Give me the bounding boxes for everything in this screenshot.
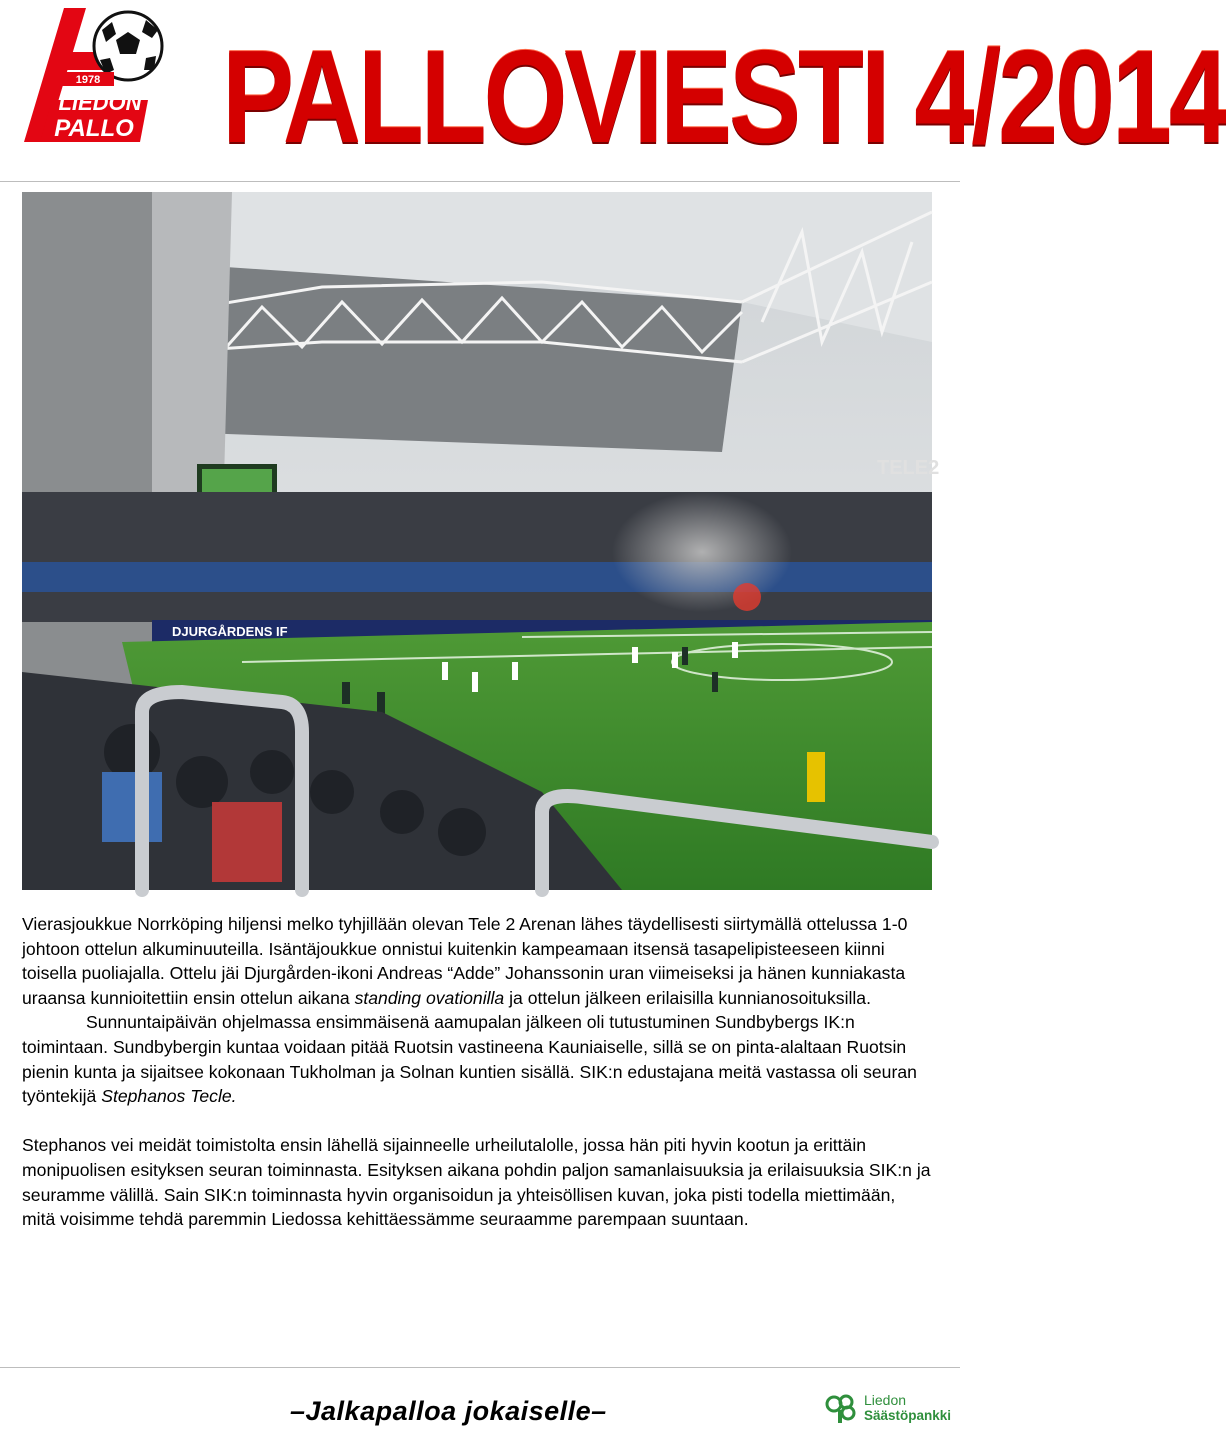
header-divider: [0, 181, 960, 182]
liedon-pallo-logo: [22, 8, 172, 148]
logo-name-line2: PALLO: [54, 115, 134, 142]
article-paragraph-1: Vierasjoukkue Norrköping hiljensi melko tyhjillään olevan Tele 2 Arenan lähes täydellisesti siirtymällä ottelussa 1-0 johtoon ottelun alkuminuuteilla. Isäntäjoukkue onnistui kuitenkin kampeamaan itsensä tasapelipisteeseen kiinni toisella puoliajalla. Ottelu jäi Djurgården-ikoni Andreas “Adde” Johanssonin uran viimeiseksi ja hänen kunniakasta uraansa kunnioitettiin ensin ottelun aikana standing ovationilla ja ottelun jälkeen erilaisilla kunnianosoituksilla.: [22, 914, 908, 1008]
sponsor-name-line2: Säästöpankki: [864, 1408, 952, 1423]
article-paragraph-2: Sunnuntaipäivän ohjelmassa ensimmäisenä aamupalan jälkeen oli tutustuminen Sundbybergs IK:n toimintaan. Sundbybergin kuntaa voidaan pitää Ruotsin vastineena Kauniaiselle, sillä se on pinta-alaltaan Ruotsin pienin kunta ja sijaitsee kokonaan Tukholman ja Solnan kuntien sisällä. SIK:n edustajana meitä vastassa oli seuran työntekijä Stephanos Tecle.: [22, 1012, 917, 1107]
photo-banner: DJURGÅRDENS IF: [172, 624, 288, 639]
footer-divider: [0, 1367, 960, 1368]
tree-icon: [824, 1394, 858, 1424]
article-paragraph-3: Stephanos vei meidät toimistolta ensin lähellä sijainneelle urheilutalolle, jossa hän piti hyvin kootun ja erittäin monipuolisen esityksen seuran toiminnasta. Esityksen aikana pohdin paljon samanlaisuuksia ja erilaisuuksia SIK:n ja seuramme välillä. Sain SIK:n toiminnasta hyvin organisoidun ja yhteisöllisen kuvan, joka pisti todella miettimään, mitä voisimme tehdä paremmin Liedossa kehittäessämme seuraamme parempaan suuntaan.: [22, 1135, 931, 1230]
paragraph-gap: [22, 1109, 932, 1134]
photo-stadium-sign: TELE2: [877, 457, 940, 479]
logo-name-line1: LIEDON: [58, 90, 142, 115]
stadium-photo: [22, 192, 940, 890]
page-header: [0, 0, 1226, 180]
sponsor-liedon-saastopankki: [824, 1392, 960, 1428]
masthead-title: PALLOVIESTI 4/2014: [222, 23, 1226, 170]
article-body: [22, 912, 932, 1232]
footer-slogan: –Jalkapalloa jokaiselle–: [290, 1396, 607, 1426]
sponsor-name-line1: Liedon: [864, 1392, 907, 1408]
logo-year: 1978: [75, 74, 101, 86]
